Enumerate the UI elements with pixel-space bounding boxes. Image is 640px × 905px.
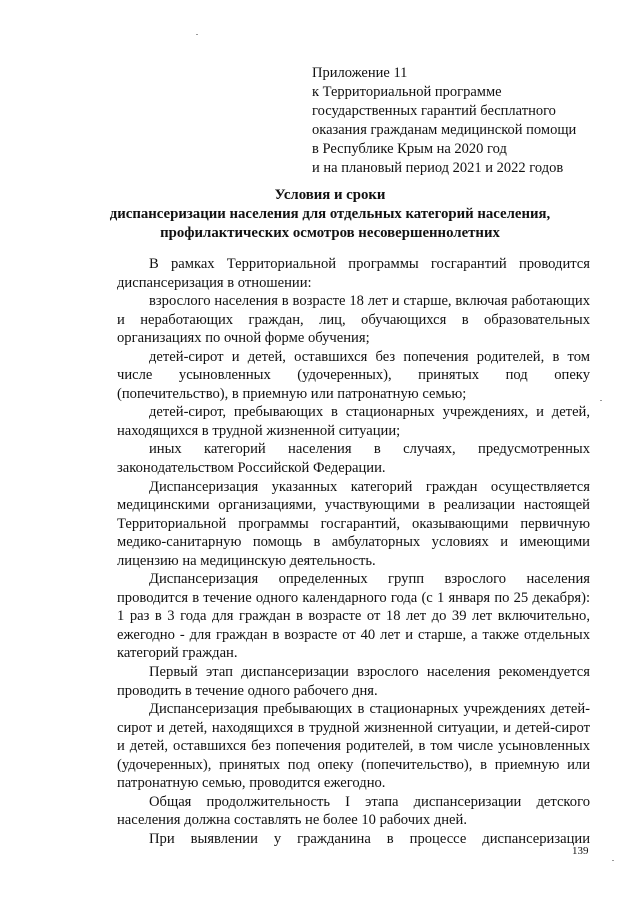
title-line: диспансеризации населения для отдельных категорий населения,	[109, 206, 551, 222]
scan-speck	[612, 860, 614, 861]
paragraph: Диспансеризация пребывающих в стационарных учреждениях детей-сирот и детей, находящихся в трудной жизненной ситуации, и детей-сирот и детей, оставшихся без попечения родителей, в том числе усыновленных (удочеренных), принятых под опеку (попечительство), в приемную или патронатную семью, проводится ежегодно.	[117, 701, 590, 792]
appendix-header	[312, 64, 576, 178]
appendix-line: Приложение 11	[312, 65, 408, 81]
title-line: Условия и сроки	[274, 187, 386, 203]
paragraph: иных категорий населения в случаях, предусмотренных законодательством Российской Федерации.	[117, 441, 590, 477]
paragraph: Диспансеризация указанных категорий граждан осуществляется медицинскими организациями, участвующими в реализации настоящей Территориальной программы госгарантий, оказывающими первичную медико-санитарную помощь в амбулаторных условиях и имеющими лицензию на медицинскую деятельность.	[117, 478, 590, 569]
title-line: профилактических осмотров несовершеннолетних	[160, 225, 500, 241]
paragraph: В рамках Территориальной программы госгарантий проводится диспансеризация в отношении:	[117, 256, 590, 291]
appendix-line: в Республике Крым на 2020 год	[312, 141, 507, 157]
appendix-line: государственных гарантий бесплатного	[312, 103, 556, 119]
document-title	[100, 186, 560, 243]
page-number: 139	[572, 845, 589, 857]
scan-speck	[196, 34, 198, 35]
paragraph: взрослого населения в возрасте 18 лет и старше, включая работающих и неработающих граждан, лиц, обучающихся в образовательных организациях по очной форме обучения;	[117, 293, 590, 347]
appendix-line: и на плановый период 2021 и 2022 годов	[312, 160, 564, 176]
appendix-line: оказания гражданам медицинской помощи	[312, 122, 577, 138]
paragraph: При выявлении у гражданина в процессе диспансеризации	[149, 830, 590, 847]
paragraph: Диспансеризация определенных групп взрослого населения проводится в течение одного календарного года (с 1 января по 25 декабря): 1 раз в 3 года для граждан в возрасте от 18 лет до 39 лет включительно, ежегодно - для граждан в возрасте от 40 лет и старше, а также отдельных категорий граждан.	[117, 571, 590, 662]
paragraph: детей-сирот и детей, оставшихся без попечения родителей, в том числе усыновленных (удочеренных), принятых под опеку (попечительство), в приемную или патронатную семью;	[117, 348, 590, 402]
paragraph: Общая продолжительность I этапа диспансеризации детского населения должна составлять не более 10 рабочих дней.	[117, 793, 590, 829]
body-text	[117, 255, 590, 849]
paragraph: детей-сирот, пребывающих в стационарных учреждениях, и детей, находящихся в трудной жизненной ситуации;	[117, 404, 590, 439]
paragraph: Первый этап диспансеризации взрослого населения рекомендуется проводить в течение одного рабочего дня.	[117, 664, 590, 699]
scan-speck	[600, 400, 602, 401]
appendix-line: к Территориальной программе	[312, 84, 502, 100]
